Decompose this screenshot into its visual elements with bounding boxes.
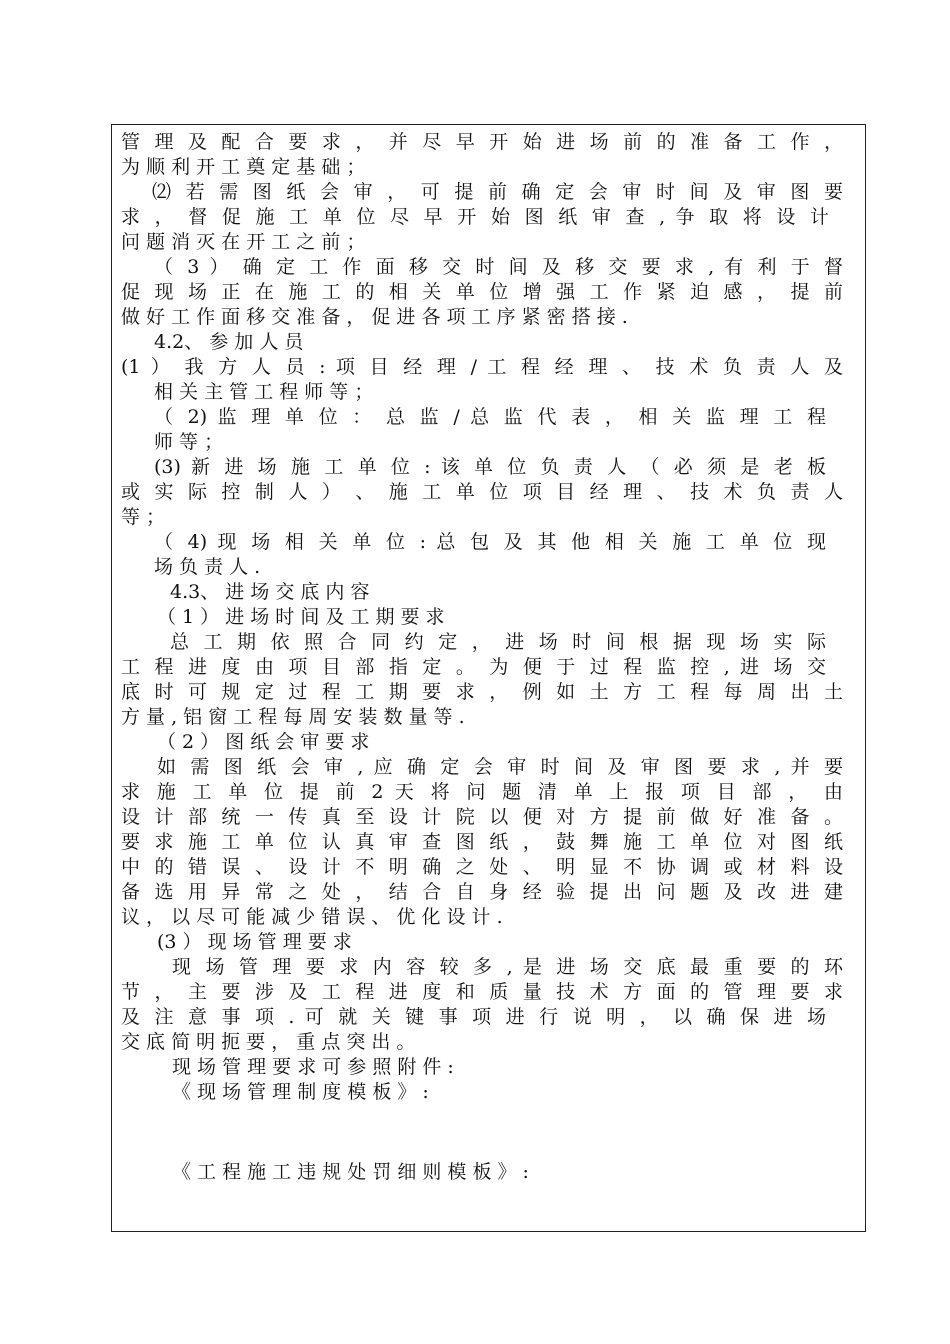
text-line: 做 好 工 作 面 移 交 准 备 ， 促 进 各 项 工 序 紧 密 搭 接 . (121, 306, 628, 328)
subsection-heading: （ 1 ） 进 场 时 间 及 工 期 要 求 (157, 606, 445, 628)
text-line: 设 计 部 统 一 传 真 至 设 计 院 以 便 对 方 提 前 做 好 准 备 。 (121, 806, 843, 828)
text-line: 求 ， 督 促 施 工 单 位 尽 早 开 始 图 纸 审 查 , 争 取 将 设 计 (121, 206, 829, 228)
subsection-heading: (3 ） 现 场 管 理 要 求 (157, 931, 352, 953)
text-line: 师 等 ； (154, 431, 224, 453)
text-line: 要 求 施 工 单 位 认 真 审 查 图 纸 ， 鼓 舞 施 工 单 位 对 图 纸 (121, 831, 843, 853)
text-line: 相 关 主 管 工 程 师 等 ； (154, 381, 374, 403)
section-heading: 4.2、 参 加 人 员 (154, 331, 304, 353)
text-line: 工 程 进 度 由 项 目 部 指 定 。 为 便 于 过 程 监 控 , 进 场 交 (121, 656, 826, 678)
text-line: (3) 新 进 场 施 工 单 位 : 该 单 位 负 责 人 （ 必 须 是 老 板 (154, 456, 826, 478)
text-line: 方 量 , 铝 窗 工 程 每 周 安 装 数 量 等 . (121, 706, 465, 728)
text-line: 备 选 用 异 常 之 处 ， 结 合 自 身 经 验 提 出 问 题 及 改 进 建 (121, 881, 843, 903)
text-line: 底 时 可 规 定 过 程 工 期 要 求 ， 例 如 土 方 工 程 每 周 出 土 (121, 681, 843, 703)
text-line: 现 场 管 理 要 求 内 容 较 多 , 是 进 场 交 底 最 重 要 的 环 (172, 956, 843, 978)
text-line: 等 ； (121, 506, 166, 528)
text-line: 求 施 工 单 位 提 前 2 天 将 问 题 清 单 上 报 项 目 部 ， 由 (121, 781, 843, 803)
text-line: 或 实 际 控 制 人 ） 、 施 工 单 位 项 目 经 理 、 技 术 负 责 人 (121, 481, 843, 503)
text-line: 现 场 管 理 要 求 可 参 照 附 件 : (172, 1056, 454, 1078)
text-line: 如 需 图 纸 会 审 , 应 确 定 会 审 时 间 及 审 图 要 求 , 并 要 (157, 756, 843, 778)
text-line: 场 负 责 人 . (154, 556, 261, 578)
text-line: 及 注 意 事 项 . 可 就 关 键 事 项 进 行 说 明 ， 以 确 保 进 场 (121, 1006, 826, 1028)
subsection-heading: （ 2 ） 图 纸 会 审 要 求 (157, 731, 370, 753)
text-line: 促 现 场 正 在 施 工 的 相 关 单 位 增 强 工 作 紧 迫 感 ， 提 前 (121, 281, 843, 303)
text-line: ⑵ 若 需 图 纸 会 审 ， 可 提 前 确 定 会 审 时 间 及 审 图 要 (152, 181, 843, 203)
text-line: (1 ） 我 方 人 员 : 项 目 经 理 / 工 程 经 理 、 技 术 负 责 人 及 (121, 356, 843, 378)
text-line: （ 2) 监 理 单 位 ： 总 监 / 总 监 代 表 ， 相 关 监 理 工 程 (154, 406, 826, 428)
text-line: （ 4) 现 场 相 关 单 位 : 总 包 及 其 他 相 关 施 工 单 位 现 (154, 531, 826, 553)
text-line: 议 ， 以 尽 可 能 减 少 错 误 、 优 化 设 计 . (121, 906, 503, 928)
section-heading: 4.3、 进 场 交 底 内 容 (170, 581, 370, 603)
text-line: （ 3 ） 确 定 工 作 面 移 交 时 间 及 移 交 要 求 , 有 利 于 督 (154, 256, 843, 278)
text-line: 为 顺 利 开 工 奠 定 基 础 ； (121, 156, 366, 178)
text-line: 交 底 简 明 扼 要 ， 重 点 突 出 。 (121, 1031, 416, 1053)
text-line: 问 题 消 灭 在 开 工 之 前 ； (121, 231, 366, 253)
text-line: 管 理 及 配 合 要 求 ， 并 尽 早 开 始 进 场 前 的 准 备 工 作 ， (121, 131, 843, 153)
text-line: 总 工 期 依 照 合 同 约 定 ， 进 场 时 间 根 据 现 场 实 际 (170, 631, 826, 653)
attachment-title: 《 现 场 管 理 制 度 模 板 》 : (172, 1081, 429, 1103)
text-line: 中 的 错 误 、 设 计 不 明 确 之 处 、 明 显 不 协 调 或 材 料 设 (121, 856, 843, 878)
text-line: 节 ， 主 要 涉 及 工 程 进 度 和 质 量 技 术 方 面 的 管 理 要 求 (121, 981, 843, 1003)
attachment-title: 《 工 程 施 工 违 规 处 罚 细 则 模 板 》 : (172, 1161, 529, 1183)
